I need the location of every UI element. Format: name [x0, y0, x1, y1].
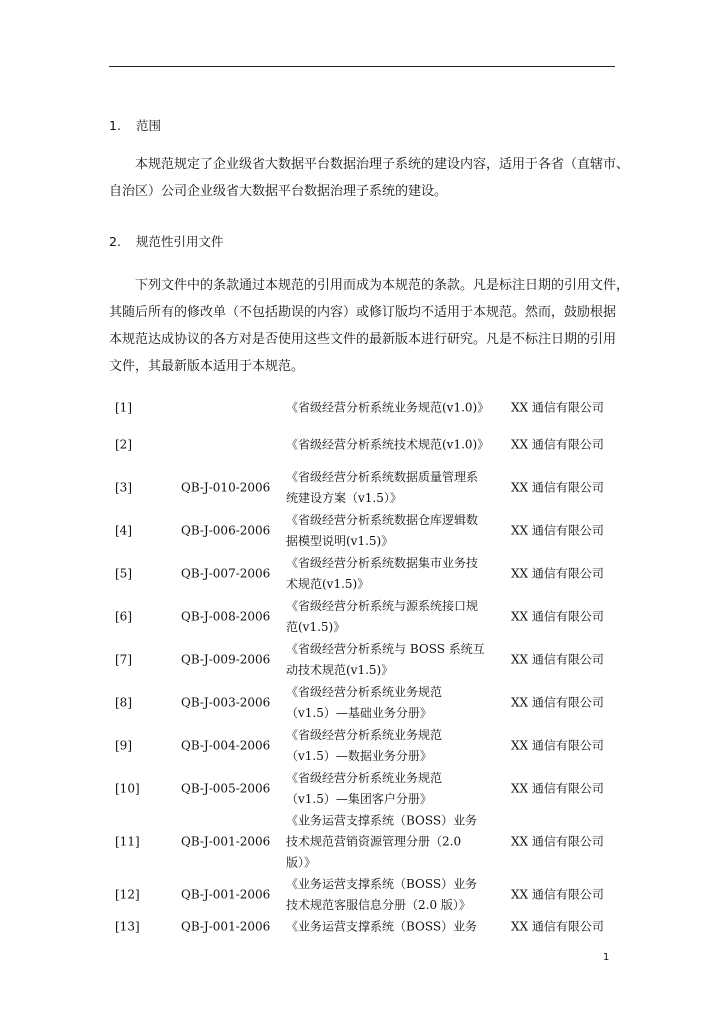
reference-org: XX 通信有限公司	[511, 781, 604, 795]
reference-index: [10]	[115, 781, 140, 795]
section-2-paragraph	[109, 272, 630, 380]
paragraph-line: 本规范达成协议的各方对是否使用这些文件的最新版本进行研究。凡是不标注日期的引用	[109, 332, 617, 347]
reference-index: [4]	[115, 523, 132, 537]
reference-org: XX 通信有限公司	[511, 437, 604, 451]
reference-code: QB-J-001-2006	[181, 919, 271, 933]
reference-row	[109, 509, 615, 552]
reference-index: [2]	[115, 437, 132, 451]
reference-title: 《省级经营分析系统业务规范 （v1.5）—数据业务分册》	[286, 727, 443, 763]
reference-org: XX 通信有限公司	[511, 652, 604, 666]
reference-index: [13]	[115, 919, 140, 933]
section-1-paragraph	[109, 151, 630, 205]
reference-org: XX 通信有限公司	[511, 566, 604, 580]
reference-row	[109, 466, 615, 509]
reference-code: QB-J-007-2006	[181, 566, 271, 580]
reference-title: 《业务运营支撑系统（BOSS）业务 技术规范客服信息分册（2.0 版）》	[286, 876, 478, 912]
page-number: 1	[603, 952, 610, 963]
reference-row	[109, 873, 615, 916]
reference-index: [12]	[115, 887, 140, 901]
reference-title: 《省级经营分析系统技术规范(v1.0)》	[286, 437, 490, 451]
header-rule	[109, 66, 615, 67]
reference-title: 《省级经营分析系统数据仓库逻辑数 据模型说明(v1.5)》	[286, 512, 479, 548]
reference-title: 《省级经营分析系统业务规范 （v1.5）—集团客户分册》	[286, 770, 443, 806]
reference-index: [6]	[115, 609, 132, 623]
reference-code: QB-J-001-2006	[181, 834, 271, 848]
reference-code: QB-J-008-2006	[181, 609, 271, 623]
reference-org: XX 通信有限公司	[511, 480, 604, 494]
section-2-title: 规范性引用文件	[136, 234, 224, 249]
reference-title: 《省级经营分析系统与 BOSS 系统互 动技术规范(v1.5)》	[286, 641, 485, 677]
reference-org: XX 通信有限公司	[511, 919, 604, 933]
reference-index: [1]	[115, 400, 132, 415]
reference-code: QB-J-003-2006	[181, 695, 271, 709]
reference-title: 《省级经营分析系统数据质量管理系 统建设方案（v1.5）》	[286, 469, 479, 505]
reference-row	[109, 767, 615, 810]
reference-index: [8]	[115, 695, 132, 709]
reference-code: QB-J-005-2006	[181, 781, 271, 795]
reference-title: 《业务运营支撑系统（BOSS）业务	[286, 919, 478, 933]
reference-code: QB-J-001-2006	[181, 887, 271, 901]
reference-index: [3]	[115, 480, 132, 494]
paragraph-line: 文件，其最新版本适用于本规范。	[109, 359, 305, 374]
reference-org: XX 通信有限公司	[511, 887, 604, 901]
reference-org: XX 通信有限公司	[511, 523, 604, 537]
reference-row	[109, 638, 615, 681]
reference-row	[109, 810, 615, 873]
paragraph-line: 其随后所有的修改单（不包括勘误的内容）或修订版均不适用于本规范。然而，鼓励根据	[109, 305, 617, 320]
reference-title: 《业务运营支撑系统（BOSS）业务 技术规范营销资源管理分册（2.0 版）》	[286, 813, 478, 869]
section-1-heading	[109, 116, 161, 134]
reference-row	[109, 724, 615, 767]
reference-index: [9]	[115, 738, 132, 752]
paragraph-line: 本规范规定了企业级省大数据平台数据治理子系统的建设内容，适用于各省（直辖市、	[135, 157, 630, 172]
reference-row	[109, 595, 615, 638]
reference-index: [7]	[115, 652, 132, 666]
section-2-heading	[109, 232, 224, 250]
reference-index: [5]	[115, 566, 132, 580]
reference-org: XX 通信有限公司	[511, 738, 604, 752]
reference-index: [11]	[115, 834, 140, 848]
reference-row	[109, 552, 615, 595]
reference-row	[109, 423, 615, 466]
reference-org: XX 通信有限公司	[511, 834, 604, 848]
reference-org: XX 通信有限公司	[511, 609, 604, 623]
section-1-number: 1.	[109, 118, 121, 133]
reference-title: 《省级经营分析系统业务规范(v1.0)》	[286, 400, 490, 415]
reference-row	[109, 681, 615, 724]
reference-list	[109, 393, 615, 937]
section-1-title: 范围	[136, 118, 162, 133]
reference-code: QB-J-006-2006	[181, 523, 271, 537]
reference-org: XX 通信有限公司	[511, 400, 604, 415]
section-2-number: 2.	[109, 234, 121, 249]
reference-code: QB-J-010-2006	[181, 480, 271, 494]
reference-row	[109, 393, 615, 423]
paragraph-line: 自治区）公司企业级省大数据平台数据治理子系统的建设。	[109, 184, 448, 199]
reference-code: QB-J-009-2006	[181, 652, 271, 666]
reference-row	[109, 916, 615, 937]
reference-org: XX 通信有限公司	[511, 695, 604, 709]
reference-title: 《省级经营分析系统与源系统接口规 范(v1.5)》	[286, 598, 479, 634]
reference-title: 《省级经营分析系统数据集市业务技 术规范(v1.5)》	[286, 555, 479, 591]
reference-code: QB-J-004-2006	[181, 738, 271, 752]
paragraph-line: 下列文件中的条款通过本规范的引用而成为本规范的条款。凡是标注日期的引用文件，	[135, 278, 630, 293]
reference-title: 《省级经营分析系统业务规范 （v1.5）—基础业务分册》	[286, 684, 443, 720]
